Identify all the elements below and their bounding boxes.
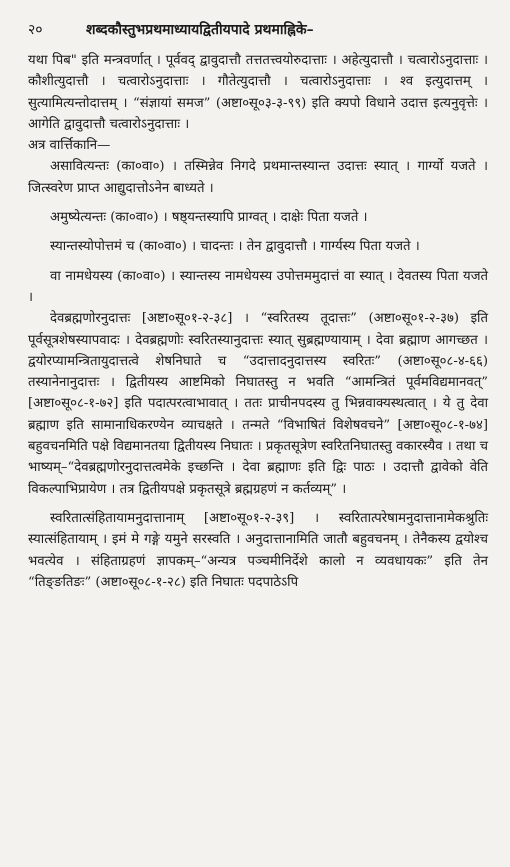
paragraph: यथा पिब" इति मन्त्रवर्णात् । पूर्ववद् द्वावुदात्तौ तत्ततत्त्वयोरुदात्ताः । अहेत्युदात्तौ । चत्वारोऽनुदात्ताः । कौशीत्युदात्तौ । चत्वारोऽनुदात्ताः । गौतेत्युदात्तौ । चत्वारोऽनुदात्ताः । श्व इत्युदात्तम् । सुत्यामित्यन्तोदात्तम् । “संज्ञायां समज” (अष्टा०सू०३-३-९९) इति क्यपो विधाने उदात्त इत्यनुवृत्तेः । आगेति द्वावुदात्तौ चत्वारोऽनुदात्ताः ।: [28, 53, 488, 132]
paragraph: वा नामधेयस्य (का०वा०) । स्यान्तस्य नामधेयस्य उपोत्तममुदात्तं वा स्यात् । देवतस्य पिता यजते ।: [28, 268, 488, 305]
paragraph: स्वरितात्संहितायामनुदात्तानाम् [अष्टा०सू०१-२-३९] । स्वरितात्परेषामनुदात्तानामेकश्रुतिः स्यात्संहितायाम् । इमं मे गङ्गे यमुने सरस्वति । अनुदात्तानामिति जातौ बहुवचनम् । तेनैकस्य द्वयोश्च भवत्येव । संहिताग्रहणं ज्ञापकम्–“अन्यत्र पञ्चमीनिर्देशे कालो न व्यवधायकः” इति तेन “तिङ्ङतिङः” (अष्टा०सू०८-१-२८) इति निघातः पदपाठेऽपि: [28, 510, 488, 590]
page-header: [28, 20, 488, 50]
paragraph: स्यान्तस्योपोत्तमं च (का०वा०) । चादन्तः । तेन द्वावुदात्तौ । गार्ग्यस्य पिता यजते ।: [50, 239, 420, 255]
page-number: २०: [28, 22, 43, 38]
page-body: [28, 50, 488, 593]
section-heading: अत्र वार्त्तिकानि—: [28, 138, 111, 154]
paragraph: असावित्यन्तः (का०वा०) । तस्मिन्नेव निगदे प्रथमान्तस्यान्त उदात्तः स्यात् । गार्ग्यो यजते । जित्स्वरेण प्राप्त आद्युदात्तोऽनेन बाध्यते ।: [28, 159, 488, 196]
paragraph: देवब्रह्मणोरनुदात्तः [अष्टा०सू०१-२-३८] । “स्वरितस्य तूदात्तः” (अष्टा०सू०१-२-३७) इति पूर्वसूत्रशेषस्यापवादः । देवब्रह्मणोः स्वरितस्यानुदात्तः स्यात् सुब्रह्मण्यायाम् । देवा ब्रह्माण आगच्छत । द्वयोरप्यामन्त्रितायुदात्तत्वे शेषनिघाते च “उदात्तादनुदात्तस्य स्वरितः” (अष्टा०सू०८-४-६६) तस्यानेनानुदात्तः । द्वितीयस्य आष्टमिको निघातस्तु न भवति “आमन्त्रितं पूर्वमविद्यमानवत्” [अष्टा०सू०८-१-७२] इति पदात्परत्वाभावात् । ततः प्राचीनपदस्य तु भिन्नवाक्यस्थत्वात् । ये तु देवा ब्रह्माण इति सामानाधिकरण्येन व्याचक्षते । तन्मते “विभाषितं विशेषवचने” [अष्टा०सू०८-१-७४] बहुवचनमिति पक्षे विद्यमानतया द्वितीयस्य निघातः । प्रकृतसूत्रेण स्वरितनिघातस्तु वकारस्यैव । तथा च भाष्यम्–“देवब्रह्मणोरनुदात्तत्वमेके इच्छन्ति । देवा ब्रह्माणः इति द्विः पाठः । उदात्तौ द्वावेको वेति विकल्पाभिप्रायेण । तत्र द्वितीयपक्षे प्रकृतसूत्रे ब्रह्मग्रहणं न कर्तव्यम्” ।: [28, 311, 488, 497]
paragraph: अमुष्येत्यन्तः (का०वा०) । षष्ठ्यन्तस्यापि प्राग्वत् । दाक्षेः पिता यजते ।: [50, 210, 368, 226]
running-title: शब्दकौस्तुभप्रथमाध्यायद्वितीयपादे प्रथमाह्निके–: [86, 22, 314, 38]
